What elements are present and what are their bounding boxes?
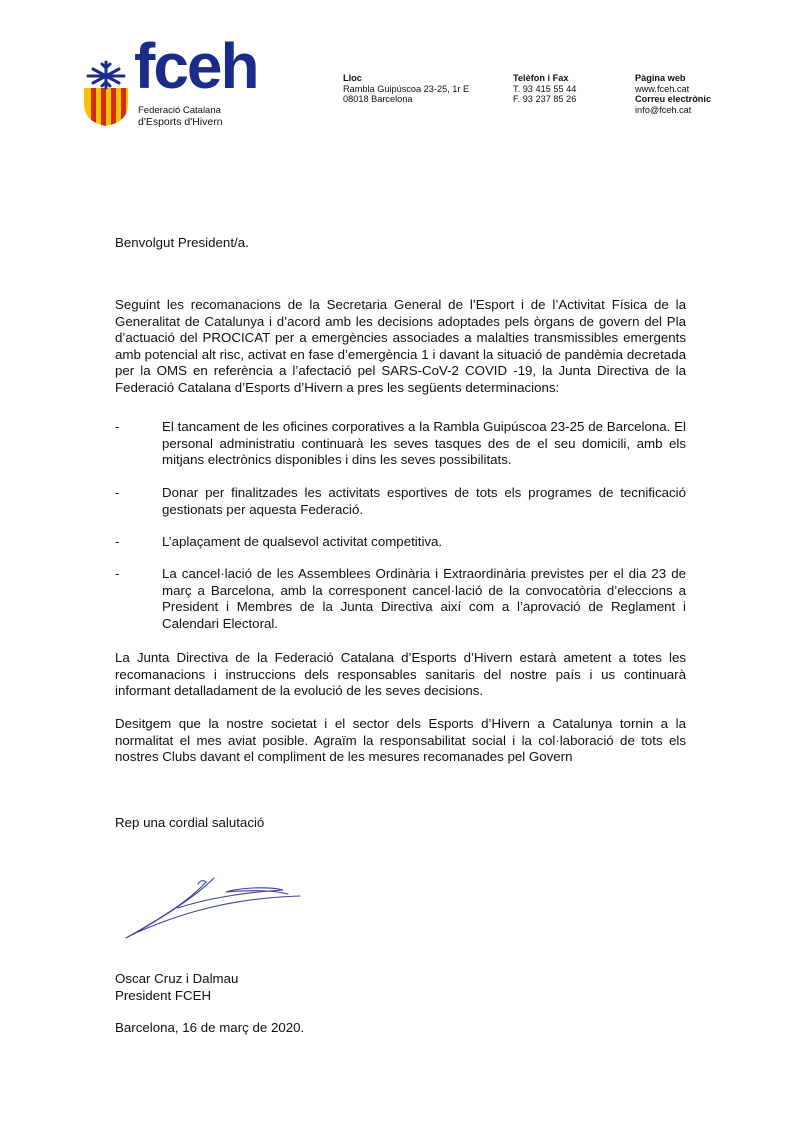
fceh-logo bbox=[82, 30, 282, 135]
bullet-text: La cancel·lació de les Assemblees Ordinària i Extraordinària previstes per el dia 23 de març a Barcelona, amb la corresponent cancel·lació de la convocatòria d’eleccions a President i Membres de la Junta Directiva així com a l’aprovació de Reglament i Calendari Electoral. bbox=[162, 566, 686, 631]
snowflake-shield-icon bbox=[82, 58, 130, 128]
signatory-name: Oscar Cruz i Dalmau bbox=[115, 971, 239, 986]
bullet-text: Donar per finalitzades les activitats esportives de tots els programes de tecnificació gestionats per aquesta Federació. bbox=[162, 485, 686, 517]
paragraph-wishes: Desitgem que la nostre societat i el sector dels Esports d’Hivern a Catalunya tornin a la normalitat el mes aviat posible. Agraïm la responsabilitat social i la col·laboració de tots els nostres Clubs davant el compliment de les mesures recomanades pel Govern bbox=[115, 716, 686, 765]
signatory-title: President FCEH bbox=[115, 988, 212, 1003]
bullet-dash: - bbox=[115, 485, 120, 500]
address-line1: Rambla Guipúscoa 23-25, 1r E bbox=[343, 83, 470, 94]
email-label: Correu electrònic bbox=[635, 94, 712, 104]
letter-date: Barcelona, 16 de març de 2020. bbox=[115, 1020, 305, 1035]
header-phone bbox=[513, 73, 576, 105]
web-label: Pàgina web bbox=[635, 73, 686, 83]
phone-label: Telèfon i Fax bbox=[513, 73, 569, 83]
bullet-dash: - bbox=[115, 534, 120, 549]
phone-number: T. 93 415 55 44 bbox=[513, 83, 577, 94]
greeting: Benvolgut President/a. bbox=[115, 235, 249, 250]
fax-number: F. 93 237 85 26 bbox=[513, 94, 577, 104]
bullet-text: El tancament de les oficines corporatives a la Rambla Guipúscoa 23-25 de Barcelona. El personal administratiu continuarà les seves tasques des de el seu domicili, amb els mitjans electrònics disponibles i dins les seves possibilitats. bbox=[162, 419, 686, 468]
web-url[interactable]: www.fceh.cat bbox=[635, 83, 690, 94]
closing-salutation: Rep una cordial salutació bbox=[115, 815, 265, 830]
bullet-dash: - bbox=[115, 566, 120, 581]
logo-wordmark: fceh bbox=[134, 30, 258, 102]
handwritten-signature bbox=[118, 868, 318, 943]
header-web bbox=[635, 73, 711, 115]
header-address bbox=[343, 73, 469, 105]
logo-subtitle-line2: d'Esports d'Hivern bbox=[138, 115, 223, 128]
intro-paragraph: Seguint les recomanacions de la Secretaria General de l’Esport i de l’Activitat Física de la Generalitat de Catalunya i d’acord amb les decisions adoptades pels òrgans de govern del Pla d’actuació del PROCICAT per a emergències associades a malalties transmissibles emergents amb potencial alt risc, activat en fase d’emergència 1 i davant la situació de pandèmia decretada per la OMS en referència a l’afectació pel SARS-CoV-2 COVID -19, la Junta Directiva de la Federació Catalana d’Esports d’Hivern a pres les següents determinacions: bbox=[115, 297, 686, 395]
logo-subtitle bbox=[138, 106, 223, 127]
address-line2: 08018 Barcelona bbox=[343, 94, 413, 104]
bullet-text: L’aplaçament de qualsevol activitat competitiva. bbox=[162, 534, 443, 549]
address-label: Lloc bbox=[343, 73, 362, 83]
paragraph-instructions: La Junta Directiva de la Federació Catalana d’Esports d’Hivern estarà ametent a totes les recomanacions i instruccions dels responsables sanitaris del nostre país i us continuarà informant detalladament de la evolució de les seves decisions. bbox=[115, 650, 686, 699]
email-address[interactable]: info@fceh.cat bbox=[635, 104, 692, 115]
bullet-dash: - bbox=[115, 419, 120, 434]
logo-subtitle-line1: Federació Catalana bbox=[138, 105, 221, 116]
